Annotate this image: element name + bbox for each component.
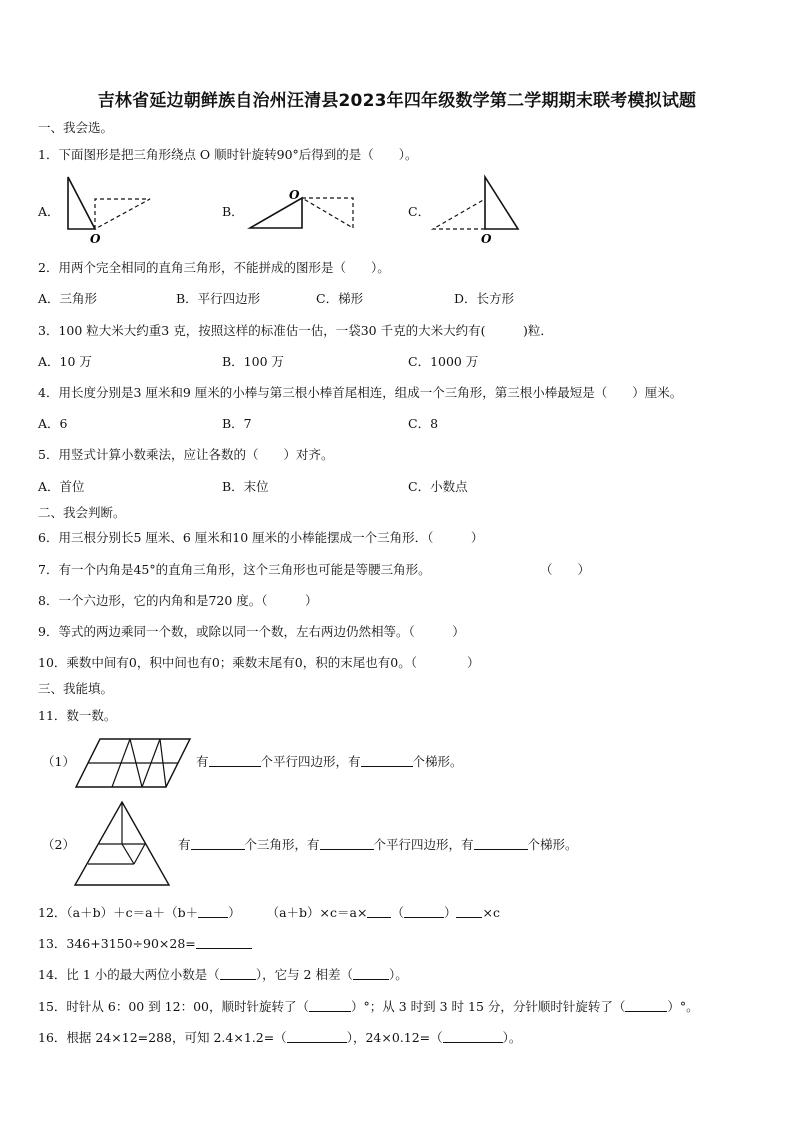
q4-option-b: B．7: [222, 416, 252, 431]
q11-p1-text-a: 有: [196, 754, 209, 769]
triangle-original: [250, 198, 302, 228]
point-o-label: O: [90, 232, 101, 246]
q12-text-a: 12．（a＋b）＋c＝a＋（b＋: [38, 905, 199, 920]
q15-text-a: 15．时针从 6：00 到 12：00，顺时针旋转了（: [38, 999, 309, 1014]
question-5: 5．用竖式计算小数乘法，应让各数的（ ）对齐。: [38, 447, 334, 462]
q1-figure-c: [430, 172, 530, 247]
page-title: 吉林省延边朝鲜族自治州汪清县2023年四年级数学第二学期期末联考模拟试题: [97, 91, 697, 111]
q11-p1-blank-parallelograms[interactable]: [209, 754, 261, 767]
q16-blank-1[interactable]: [287, 1030, 347, 1043]
question-7-answer-blank[interactable]: （ ）: [540, 562, 591, 577]
q1-figure-a: [60, 172, 160, 247]
q5-option-c: C．小数点: [408, 479, 468, 494]
q11-p1-blank-trapezoids[interactable]: [361, 754, 413, 767]
q12-blank-4[interactable]: [456, 905, 482, 918]
q11-part1-label: （1）: [42, 754, 75, 769]
q5-option-b: B．末位: [222, 479, 269, 494]
q1-option-b-label: B．: [222, 204, 244, 219]
q12-text-c: （a＋b）×c＝a×: [266, 905, 368, 920]
q11-p2-blank-parallelograms[interactable]: [320, 837, 374, 850]
q12-blank-3[interactable]: [404, 905, 444, 918]
q11-part2-text: [178, 837, 578, 853]
q13-blank[interactable]: [196, 936, 252, 949]
q4-option-c: C．8: [408, 416, 439, 431]
q3-option-c: C．1000 万: [408, 354, 479, 369]
q11-p2-text-d: 个梯形。: [527, 837, 578, 852]
q14-text-c: ）。: [388, 967, 408, 982]
q5-option-a: A．首位: [38, 479, 85, 494]
question-13: [38, 936, 252, 952]
q11-p1-text-c: 个梯形。: [412, 754, 463, 769]
question-15: [38, 999, 699, 1015]
triangle-rotated-dashed: [95, 199, 150, 229]
q16-text-b: ），24×0.12=（: [346, 1030, 443, 1045]
q11-parallelogram-figure: [72, 737, 194, 789]
q16-text-a: 16．根据 24×12=288，可知 2.4×1.2=（: [38, 1030, 287, 1045]
question-4: 4．用长度分别是3 厘米和9 厘米的小棒与第三根小棒首尾相连，组成一个三角形，第三根小棒最短是（ ）厘米。: [38, 385, 683, 400]
q14-blank-2[interactable]: [353, 967, 389, 980]
q14-text-b: ），它与 2 相差（: [255, 967, 353, 982]
q11-p2-text-b: 个三角形，有: [244, 837, 320, 852]
question-8: 8．一个六边形，它的内角和是720 度。（ ）: [38, 593, 318, 608]
triangle-rotated-dashed: [302, 198, 353, 228]
q14-text-a: 14．比 1 小的最大两位小数是（: [38, 967, 220, 982]
q2-option-b: B．平行四边形: [176, 291, 261, 306]
triangle-original: [68, 177, 95, 229]
q12-text-e: ）: [443, 905, 457, 920]
q12-text-b: ）: [228, 905, 241, 920]
triangle-original: [485, 177, 518, 229]
question-14: [38, 967, 408, 983]
q13-text: 13．346+3150÷90×28=: [38, 936, 196, 951]
q2-option-d: D．长方形: [454, 291, 515, 306]
q14-blank-1[interactable]: [220, 967, 256, 980]
q12-text-d: （: [391, 905, 404, 920]
question-12: [38, 905, 500, 921]
q11-p2-blank-trapezoids[interactable]: [474, 837, 528, 850]
q16-blank-2[interactable]: [443, 1030, 503, 1043]
q15-text-c: ）°。: [667, 999, 699, 1014]
q3-option-b: B．100 万: [222, 354, 285, 369]
section-heading-choice: 一、我会选。: [38, 120, 114, 135]
q1-option-c-label: C．: [408, 204, 431, 219]
section-heading-fill: 三、我能填。: [38, 681, 114, 696]
q11-p2-blank-triangles[interactable]: [191, 837, 245, 850]
question-16: [38, 1030, 521, 1046]
question-7: 7．有一个内角是45°的直角三角形，这个三角形也可能是等腰三角形。: [38, 562, 431, 577]
q3-option-a: A．10 万: [38, 354, 92, 369]
question-6: 6．用三根分别长5 厘米、6 厘米和10 厘米的小棒能摆成一个三角形．（ ）: [38, 530, 484, 545]
q11-p2-text-a: 有: [178, 837, 191, 852]
q4-option-a: A．6: [38, 416, 68, 431]
point-o-label: O: [289, 188, 300, 202]
question-9: 9．等式的两边乘同一个数，或除以同一个数，左右两边仍然相等。（ ）: [38, 624, 465, 639]
q2-option-c: C．梯形: [316, 291, 364, 306]
q11-p1-text-b: 个平行四边形，有: [260, 754, 361, 769]
section-heading-judge: 二、我会判断。: [38, 505, 126, 520]
q12-blank-2[interactable]: [367, 905, 391, 918]
q12-text-f: ×c: [482, 905, 500, 920]
question-1: 1．下面图形是把三角形绕点 O 顺时针旋转90°后得到的是（ ）。: [38, 147, 418, 162]
q15-blank-2[interactable]: [625, 999, 667, 1012]
q2-option-a: A．三角形: [38, 291, 98, 306]
question-10: 10．乘数中间有0，积中间也有0；乘数末尾有0，积的末尾也有0。（ ）: [38, 655, 480, 670]
q12-blank-1[interactable]: [198, 905, 228, 918]
q11-p2-text-c: 个平行四边形，有: [373, 837, 474, 852]
q11-triangle-figure: [72, 800, 172, 888]
question-11: 11．数一数。: [38, 708, 117, 723]
q1-option-a-label: A．: [38, 204, 60, 219]
q11-part1-text: [196, 754, 463, 770]
triangle-rotated-dashed: [433, 199, 485, 229]
question-2: 2．用两个完全相同的直角三角形，不能拼成的图形是（ ）。: [38, 260, 390, 275]
q1-figure-b: [245, 185, 365, 235]
question-3: 3．100 粒大米大约重3 克，按照这样的标准估一估，一袋30 千克的大米大约有( )粒．: [38, 323, 553, 338]
q15-text-b: ）°；从 3 时到 3 时 15 分，分针顺时针旋转了（: [351, 999, 626, 1014]
q16-text-c: ）。: [502, 1030, 522, 1045]
point-o-label: O: [481, 232, 492, 246]
q11-part2-label: （2）: [42, 837, 75, 852]
q15-blank-1[interactable]: [309, 999, 351, 1012]
